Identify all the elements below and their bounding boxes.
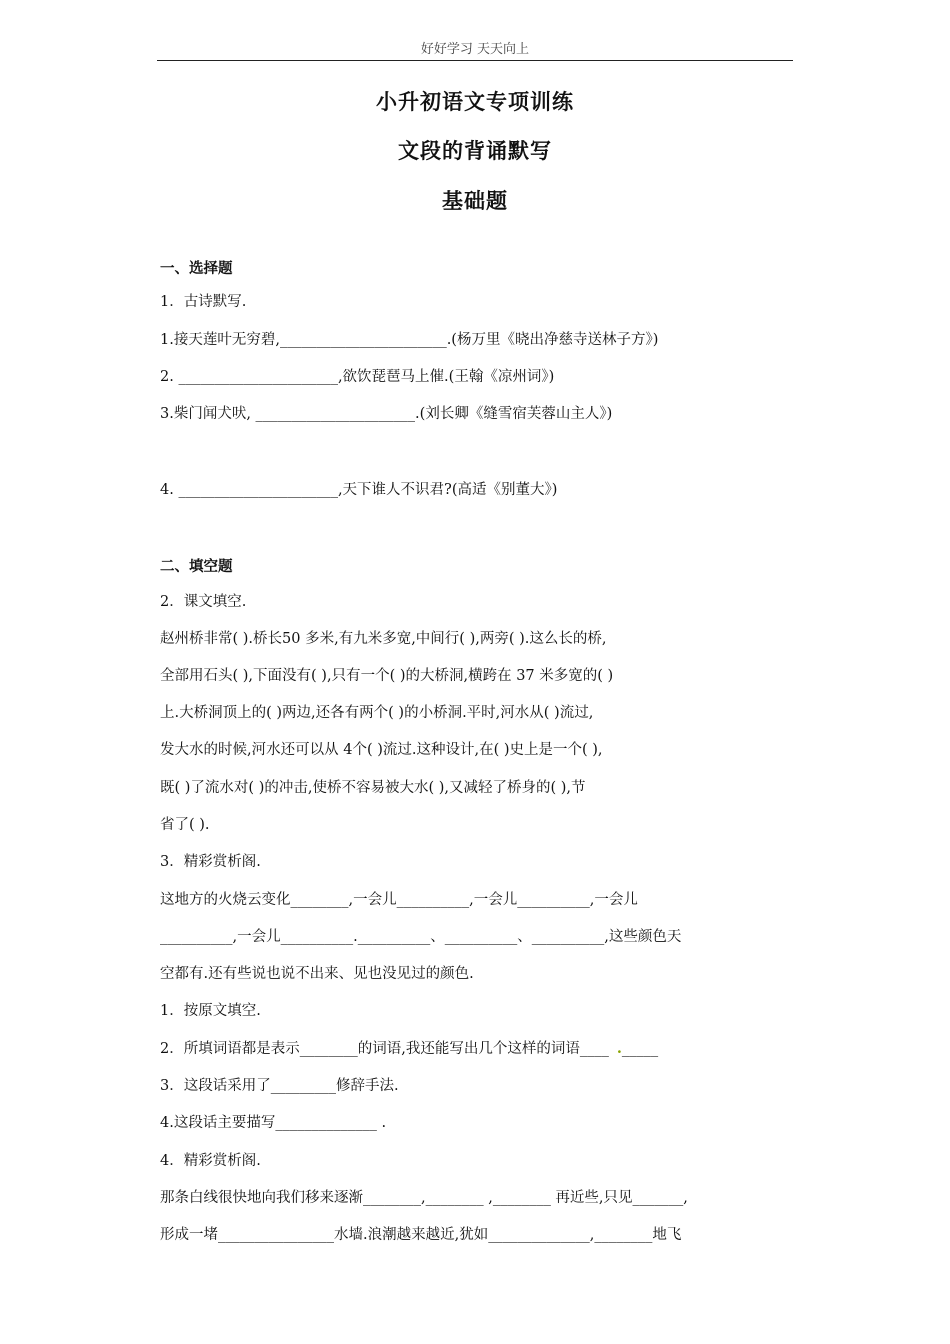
q1-line-3: 3.柴门闻犬吠, ______________________.(刘长卿《缝雪宿芙蓉山主人》) [160,406,613,422]
main-title: 小升初语文专项训练 [376,90,574,114]
q2-line-3: 上.大桥洞顶上的( )两边,还各有两个( )的小桥洞.平时,河水从( )流过, [160,705,594,721]
q2-line-2: 全部用石头( ),下面没有( ),只有一个( )的大桥洞,横跨在 37 米多宽的( ) [160,668,614,684]
q1-line-2: 2. ______________________,欲饮琵琶马上催.(王翰《凉州词》) [160,369,555,385]
q3-line-2: __________,一会儿__________.__________、__________、__________,这些颜色天 [160,929,682,945]
q3-sub-2-tail: _____ [621,1041,659,1057]
section2-heading: 二、填空题 [160,559,233,575]
q4-line-1: 那条白线很快地向我们移来逐渐________,________ ,________ 再近些,只见_______, [160,1190,688,1206]
sub-title: 文段的背诵默写 [398,139,552,163]
q3-line-3: 空都有.还有些说也说不出来、见也没见过的颜色. [160,966,474,982]
q3-sub-2-dot: . [616,1040,622,1057]
q2-line-1: 赵州桥非常( ).桥长50 多米,有九米多宽,中间行( ),两旁( ).这么长的桥, [160,631,607,647]
q3-sub-2 [160,1039,658,1059]
q1-line-1: 1.接天莲叶无穷碧,_______________________.(杨万里《晓出净慈寺送林子方》) [160,332,659,348]
q2-label: 2．课文填空. [160,594,247,610]
q2-line-5: 既( )了流水对( )的冲击,使桥不容易被大水( ),又减轻了桥身的( ),节 [160,780,586,796]
header-divider [157,60,793,61]
q3-sub-4: 4.这段话主要描写______________ . [160,1115,387,1131]
q3-line-1: 这地方的火烧云变化________,一会儿__________,一会儿__________,一会儿 [160,892,638,908]
q2-line-4: 发大水的时候,河水还可以从 4个( )流过.这种设计,在( )史上是一个( ), [160,742,603,758]
q3-sub-3: 3．这段话采用了_________修辞手法. [160,1078,399,1094]
section1-heading: 一、选择题 [160,261,233,277]
q1-label: 1．古诗默写. [160,294,247,310]
level-title: 基础题 [442,189,508,213]
page-header: 好好学习 天天向上 [420,42,530,57]
q3-sub-2-text: 2．所填词语都是表示________的词语,我还能写出几个这样的词语____ [160,1041,609,1057]
q4-line-2: 形成一堵________________水墙.浪潮越来越近,犹如______________,________地飞 [160,1227,682,1243]
q3-sub-1: 1．按原文填空. [160,1003,261,1019]
q2-line-6: 省了( ). [160,817,210,833]
q4-label: 4．精彩赏析阁. [160,1153,261,1169]
q3-label: 3．精彩赏析阁. [160,854,261,870]
q1-line-4: 4. ______________________,天下谁人不识君?(高适《别董大》) [160,482,558,498]
